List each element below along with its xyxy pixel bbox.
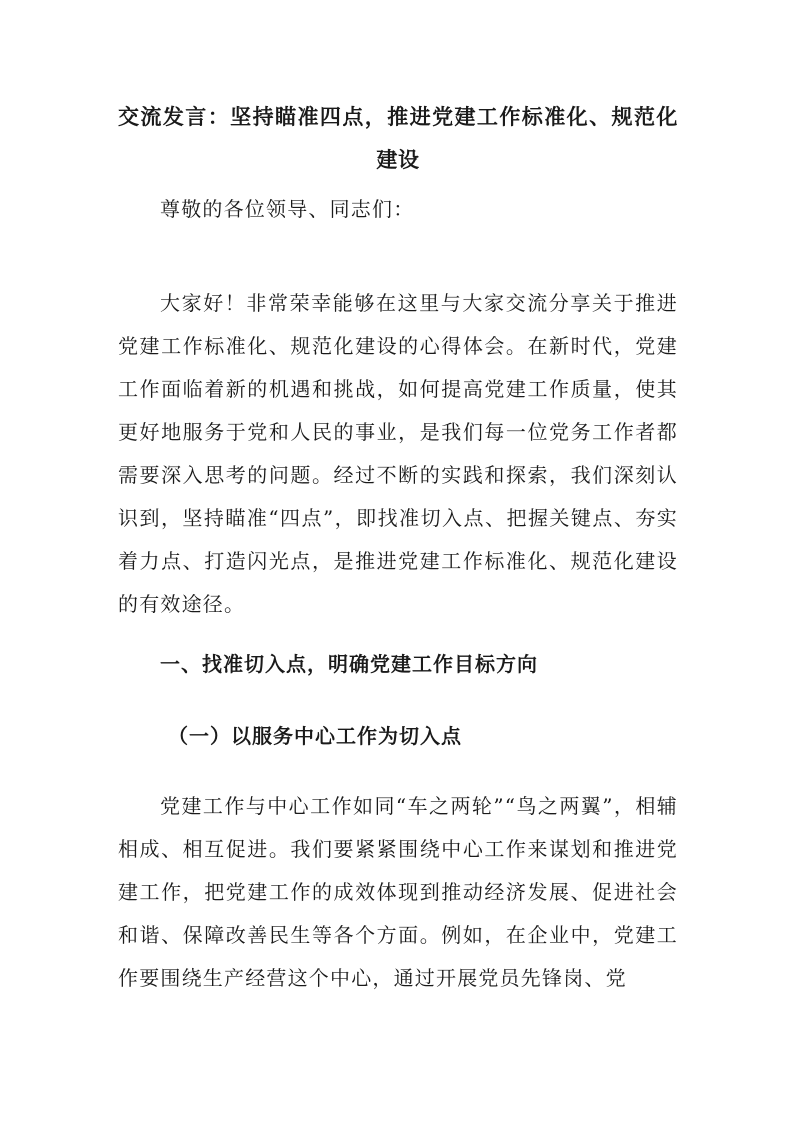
section-heading: 一、找准切入点，明确党建工作目标方向 bbox=[160, 652, 538, 676]
document-title: 交流发言：坚持瞄准四点，推进党建工作标准化、规范化建设 bbox=[118, 105, 678, 172]
subsection-heading: （一）以服务中心工作为切入点 bbox=[168, 724, 462, 748]
salutation: 尊敬的各位领导、同志们： bbox=[160, 197, 415, 221]
body-paragraph: 党建工作与中心工作如同“车之两轮”“鸟之两翼”，相辅相成、相互促进。我们要紧紧围绕中心工作来谋划和推进党建工作，把党建工作的成效体现到推动经济发展、促进社会和谐、保障改善民生等各个方面。例如，在企业中，党建工作要围绕生产经营这个中心，通过开展党员先锋岗、党 bbox=[118, 794, 678, 990]
intro-paragraph: 大家好！非常荣幸能够在这里与大家交流分享关于推进党建工作标准化、规范化建设的心得体会。在新时代，党建工作面临着新的机遇和挑战，如何提高党建工作质量，使其更好地服务于党和人民的事业，是我们每一位党务工作者都需要深入思考的问题。经过不断的实践和探索，我们深刻认识到，坚持瞄准“四点”，即找准切入点、把握关键点、夯实着力点、打造闪光点，是推进党建工作标准化、规范化建设的有效途径。 bbox=[118, 291, 678, 616]
